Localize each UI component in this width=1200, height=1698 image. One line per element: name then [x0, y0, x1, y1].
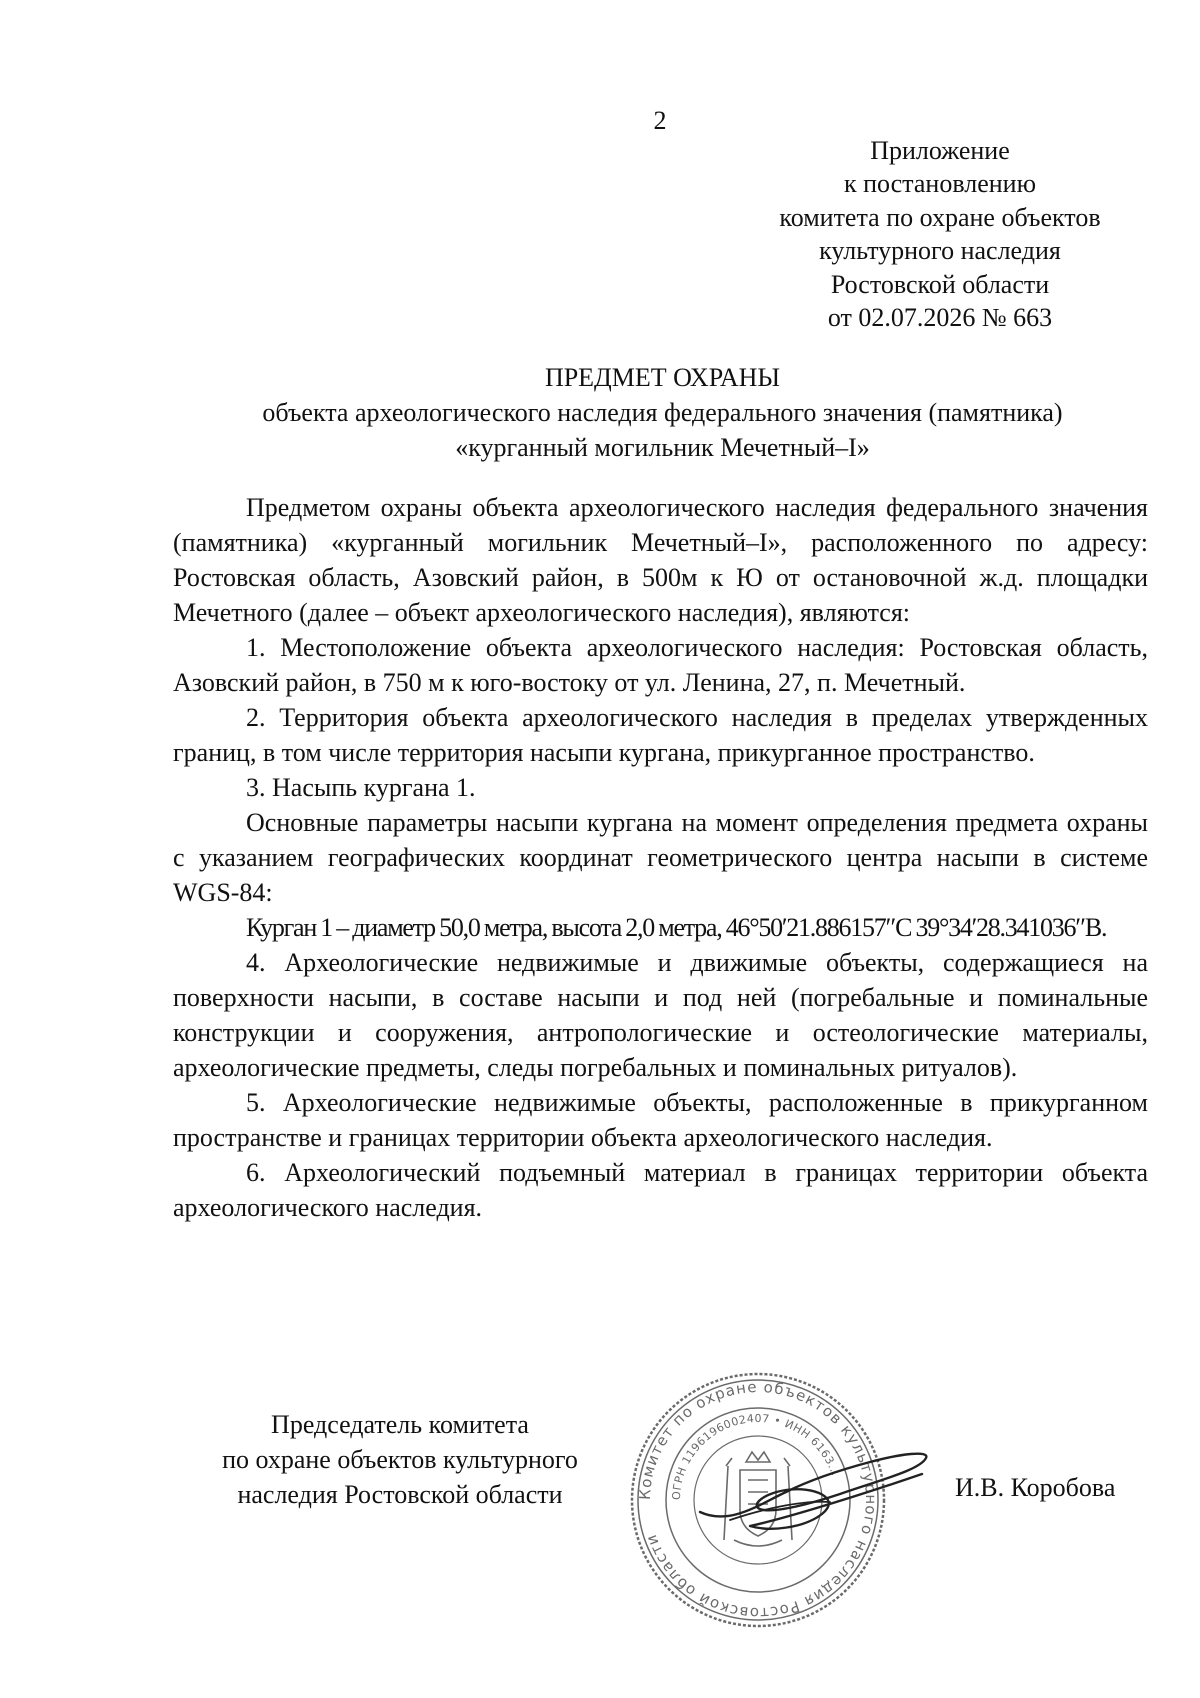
item-location: 1. Местоположение объекта археологического наследия: Ростовская область, Азовский район, в 750 м к юго-востоку от ул. Ленина, 27, п. Мечетный. [173, 633, 1148, 697]
title-heading: ПРЕДМЕТ ОХРАНЫ [544, 363, 781, 392]
mound-coordinates-line: Курган 1 – диаметр 50,0 метра, высота 2,0 метра, 46°50′21.886157″С 39°34′28.341036″В. [246, 913, 1107, 942]
appendix-header [740, 134, 1140, 334]
appendix-date-number: от 02.07.2026 № 663 [827, 303, 1053, 333]
signatory-position-line: Председатель комитета [271, 1410, 529, 1439]
signatory-position-line: по охране объектов культурного [222, 1445, 578, 1474]
item-mound: 3. Насыпь кургана 1. [246, 773, 476, 802]
item-surface-material: 6. Археологический подъемный материал в границах территории объекта археологического наследия. [173, 1158, 1148, 1222]
handwritten-signature [690, 1440, 940, 1545]
appendix-line: Ростовской области [830, 269, 1050, 299]
signatory-name: И.В. Коробова [955, 1473, 1116, 1502]
seal-inner-text: ОГРН 1196196002407 • ИНН 6163... [669, 1411, 842, 1501]
signatory-position-line: наследия Ростовской области [237, 1480, 563, 1509]
item-territory: 2. Территория объекта археологического наследия в пределах утвержденных границ, в том числе территория насыпи кургана, прикурганное пространство. [173, 703, 1148, 767]
page-number: 2 [653, 106, 667, 135]
title-subheading: объекта археологического наследия федерального значения (памятника) [262, 398, 1063, 427]
signatory-position [180, 1407, 620, 1512]
document-body [173, 490, 1148, 1225]
item-objects: 4. Археологические недвижимые и движимые объекты, содержащиеся на поверхности насыпи, в составе насыпи и под ней (погребальные и поминальные конструкции и сооружения, антропологические и остеологические материалы, археологические предметы, следы погребальных и поминальных ритуалов). [173, 948, 1148, 1082]
intro-paragraph: Предметом охраны объекта археологического наследия федерального значения (памятника) «курганный могильник Мечетный–I», расположенного по адресу: Ростовская область, Азовский район, в 500м к Ю от остановочной ж.д. площадки Мечетного (далее – объект археологического наследия), являются: [173, 493, 1148, 627]
appendix-line: к постановлению [843, 169, 1037, 199]
document-title [120, 360, 1200, 465]
item-immovable-objects: 5. Археологические недвижимые объекты, расположенные в прикурганном пространстве и границах территории объекта археологического наследия. [173, 1088, 1148, 1152]
mound-parameters-paragraph: Основные параметры насыпи кургана на момент определения предмета охраны с указанием географических координат геометрического центра насыпи в системе WGS-84: [173, 808, 1148, 907]
seal-outer-text: Комитет по охране объектов культурного наследия Ростовской области [635, 1377, 881, 1623]
appendix-line: Приложение [870, 136, 1010, 165]
appendix-line: культурного наследия [819, 236, 1061, 266]
title-object-name: «курганный могильник Мечетный–I» [455, 433, 870, 462]
appendix-line: комитета по охране объектов [779, 202, 1101, 232]
